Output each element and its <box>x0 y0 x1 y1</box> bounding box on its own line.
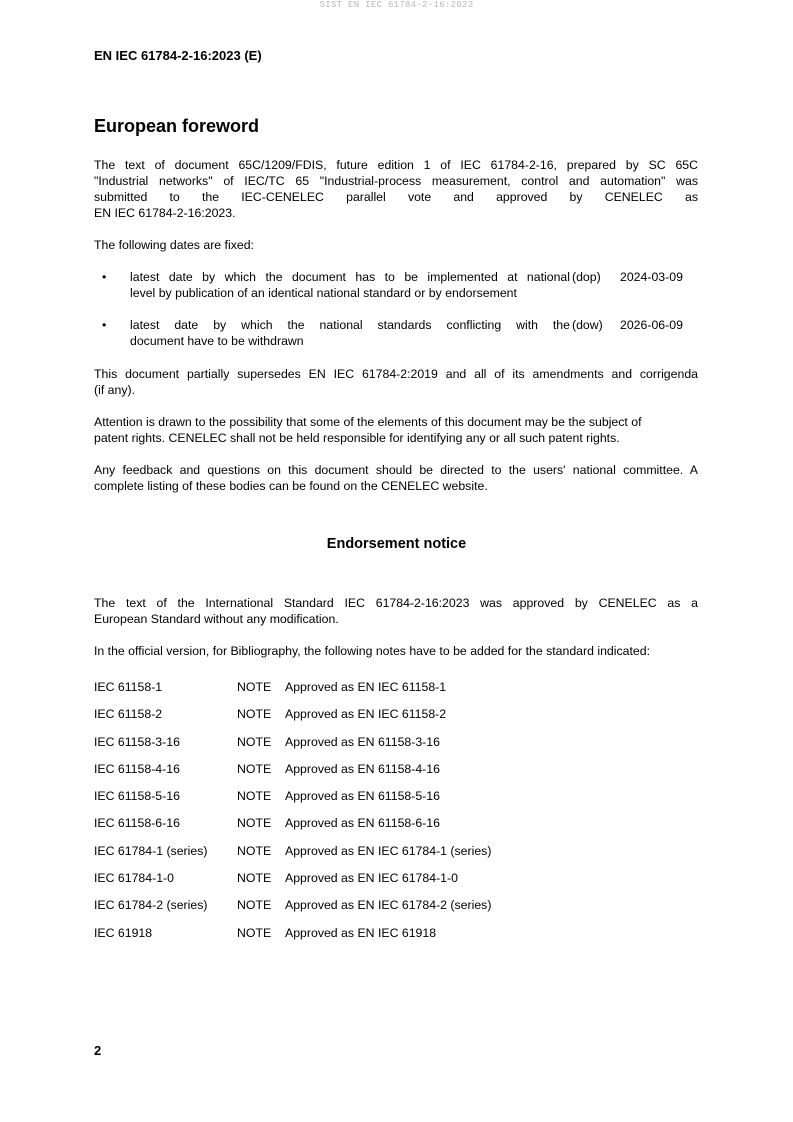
note-standard: IEC 61784-1-0 <box>94 871 174 886</box>
note-label: NOTE <box>237 707 272 722</box>
watermark: SIST EN IEC 61784-2-16:2023 <box>319 0 474 10</box>
note-label: NOTE <box>237 789 272 804</box>
note-text: Approved as EN 61158-4-16 <box>285 761 440 776</box>
text-line: (if any). <box>94 383 135 397</box>
text-line: In the official version, for Bibliography, the following notes have to be added for the standard indicated: <box>94 644 650 658</box>
note-text: Approved as EN 61158-3-16 <box>285 734 440 749</box>
text-line: The text of document 65C/1209/FDIS, future edition 1 of IEC 61784-2-16, prepared by SC 65C <box>94 158 698 172</box>
text-line: patent rights. CENELEC shall not be held responsible for identifying any or all such patent rights. <box>94 431 620 445</box>
date-item-date: 2026-06-09 <box>620 318 683 332</box>
date-item-description <box>130 317 570 349</box>
note-standard: IEC 61918 <box>94 925 153 940</box>
note-text: Approved as EN IEC 61918 <box>285 925 437 940</box>
text-line: The text of the International Standard IEC 61784-2-16:2023 was approved by CENELEC as a <box>94 596 698 610</box>
foreword-paragraph-1 <box>94 157 698 221</box>
bullet-icon: • <box>102 270 107 284</box>
note-standard: IEC 61158-4-16 <box>94 761 180 776</box>
date-item-date: 2024-03-09 <box>620 270 683 284</box>
note-label: NOTE <box>237 761 272 776</box>
note-standard: IEC 61784-1 (series) <box>94 843 208 858</box>
note-label: NOTE <box>237 680 272 694</box>
date-item-code: (dop) <box>572 270 601 284</box>
endorsement-heading: Endorsement notice <box>326 536 467 552</box>
text-line: The following dates are fixed: <box>94 238 254 252</box>
note-label: NOTE <box>237 734 272 749</box>
note-label: NOTE <box>237 871 272 886</box>
text-line: "Industrial networks" of IEC/TC 65 "Industrial-process measurement, control and automation" was <box>94 174 698 188</box>
date-item-code: (dow) <box>572 318 603 332</box>
note-standard: IEC 61158-2 <box>94 707 163 722</box>
note-label: NOTE <box>237 816 272 831</box>
note-text: Approved as EN 61158-6-16 <box>285 816 440 831</box>
note-text: Approved as EN IEC 61784-1 (series) <box>285 843 492 858</box>
page-number: 2 <box>94 1043 102 1058</box>
foreword-paragraph-4 <box>94 414 698 446</box>
note-standard: IEC 61158-6-16 <box>94 816 180 831</box>
note-text: Approved as EN IEC 61784-2 (series) <box>285 898 492 913</box>
text-line: EN IEC 61784-2-16:2023. <box>94 206 236 220</box>
note-text: Approved as EN IEC 61784-1-0 <box>285 871 458 886</box>
foreword-paragraph-2 <box>94 237 698 253</box>
note-text: Approved as EN 61158-5-16 <box>285 789 440 804</box>
foreword-paragraph-3 <box>94 366 698 398</box>
text-line: submitted to the IEC-CENELEC parallel vote and approved by CENELEC as <box>94 190 698 204</box>
bullet-icon: • <box>102 318 107 332</box>
foreword-heading: European foreword <box>94 116 260 136</box>
date-item-description <box>130 269 570 301</box>
text-line: European Standard without any modification. <box>94 612 339 626</box>
endorsement-paragraph-2 <box>94 643 698 659</box>
text-line: This document partially supersedes EN IEC 61784-2:2019 and all of its amendments and corrigenda <box>94 367 698 381</box>
foreword-paragraph-5 <box>94 462 698 494</box>
text-line: Attention is drawn to the possibility that some of the elements of this document may be the subject of <box>94 415 642 429</box>
note-text: Approved as EN IEC 61158-1 <box>285 680 447 694</box>
note-standard: IEC 61784-2 (series) <box>94 898 208 913</box>
text-line: document have to be withdrawn <box>130 334 304 348</box>
text-line: level by publication of an identical national standard or by endorsement <box>130 286 517 300</box>
note-standard: IEC 61158-3-16 <box>94 734 180 749</box>
note-label: NOTE <box>237 898 272 913</box>
note-standard: IEC 61158-5-16 <box>94 789 180 804</box>
note-standard: IEC 61158-1 <box>94 680 163 694</box>
note-label: NOTE <box>237 843 272 858</box>
text-line: complete listing of these bodies can be found on the CENELEC website. <box>94 479 488 493</box>
endorsement-paragraph-1 <box>94 595 698 627</box>
note-text: Approved as EN IEC 61158-2 <box>285 707 447 722</box>
text-line: Any feedback and questions on this document should be directed to the users' national committee. A <box>94 463 698 477</box>
note-label: NOTE <box>237 925 272 940</box>
document-id: EN IEC 61784-2-16:2023 (E) <box>94 48 262 63</box>
text-line: latest date by which the document has to be implemented at national <box>130 270 570 284</box>
text-line: latest date by which the national standards conflicting with the <box>130 318 570 332</box>
